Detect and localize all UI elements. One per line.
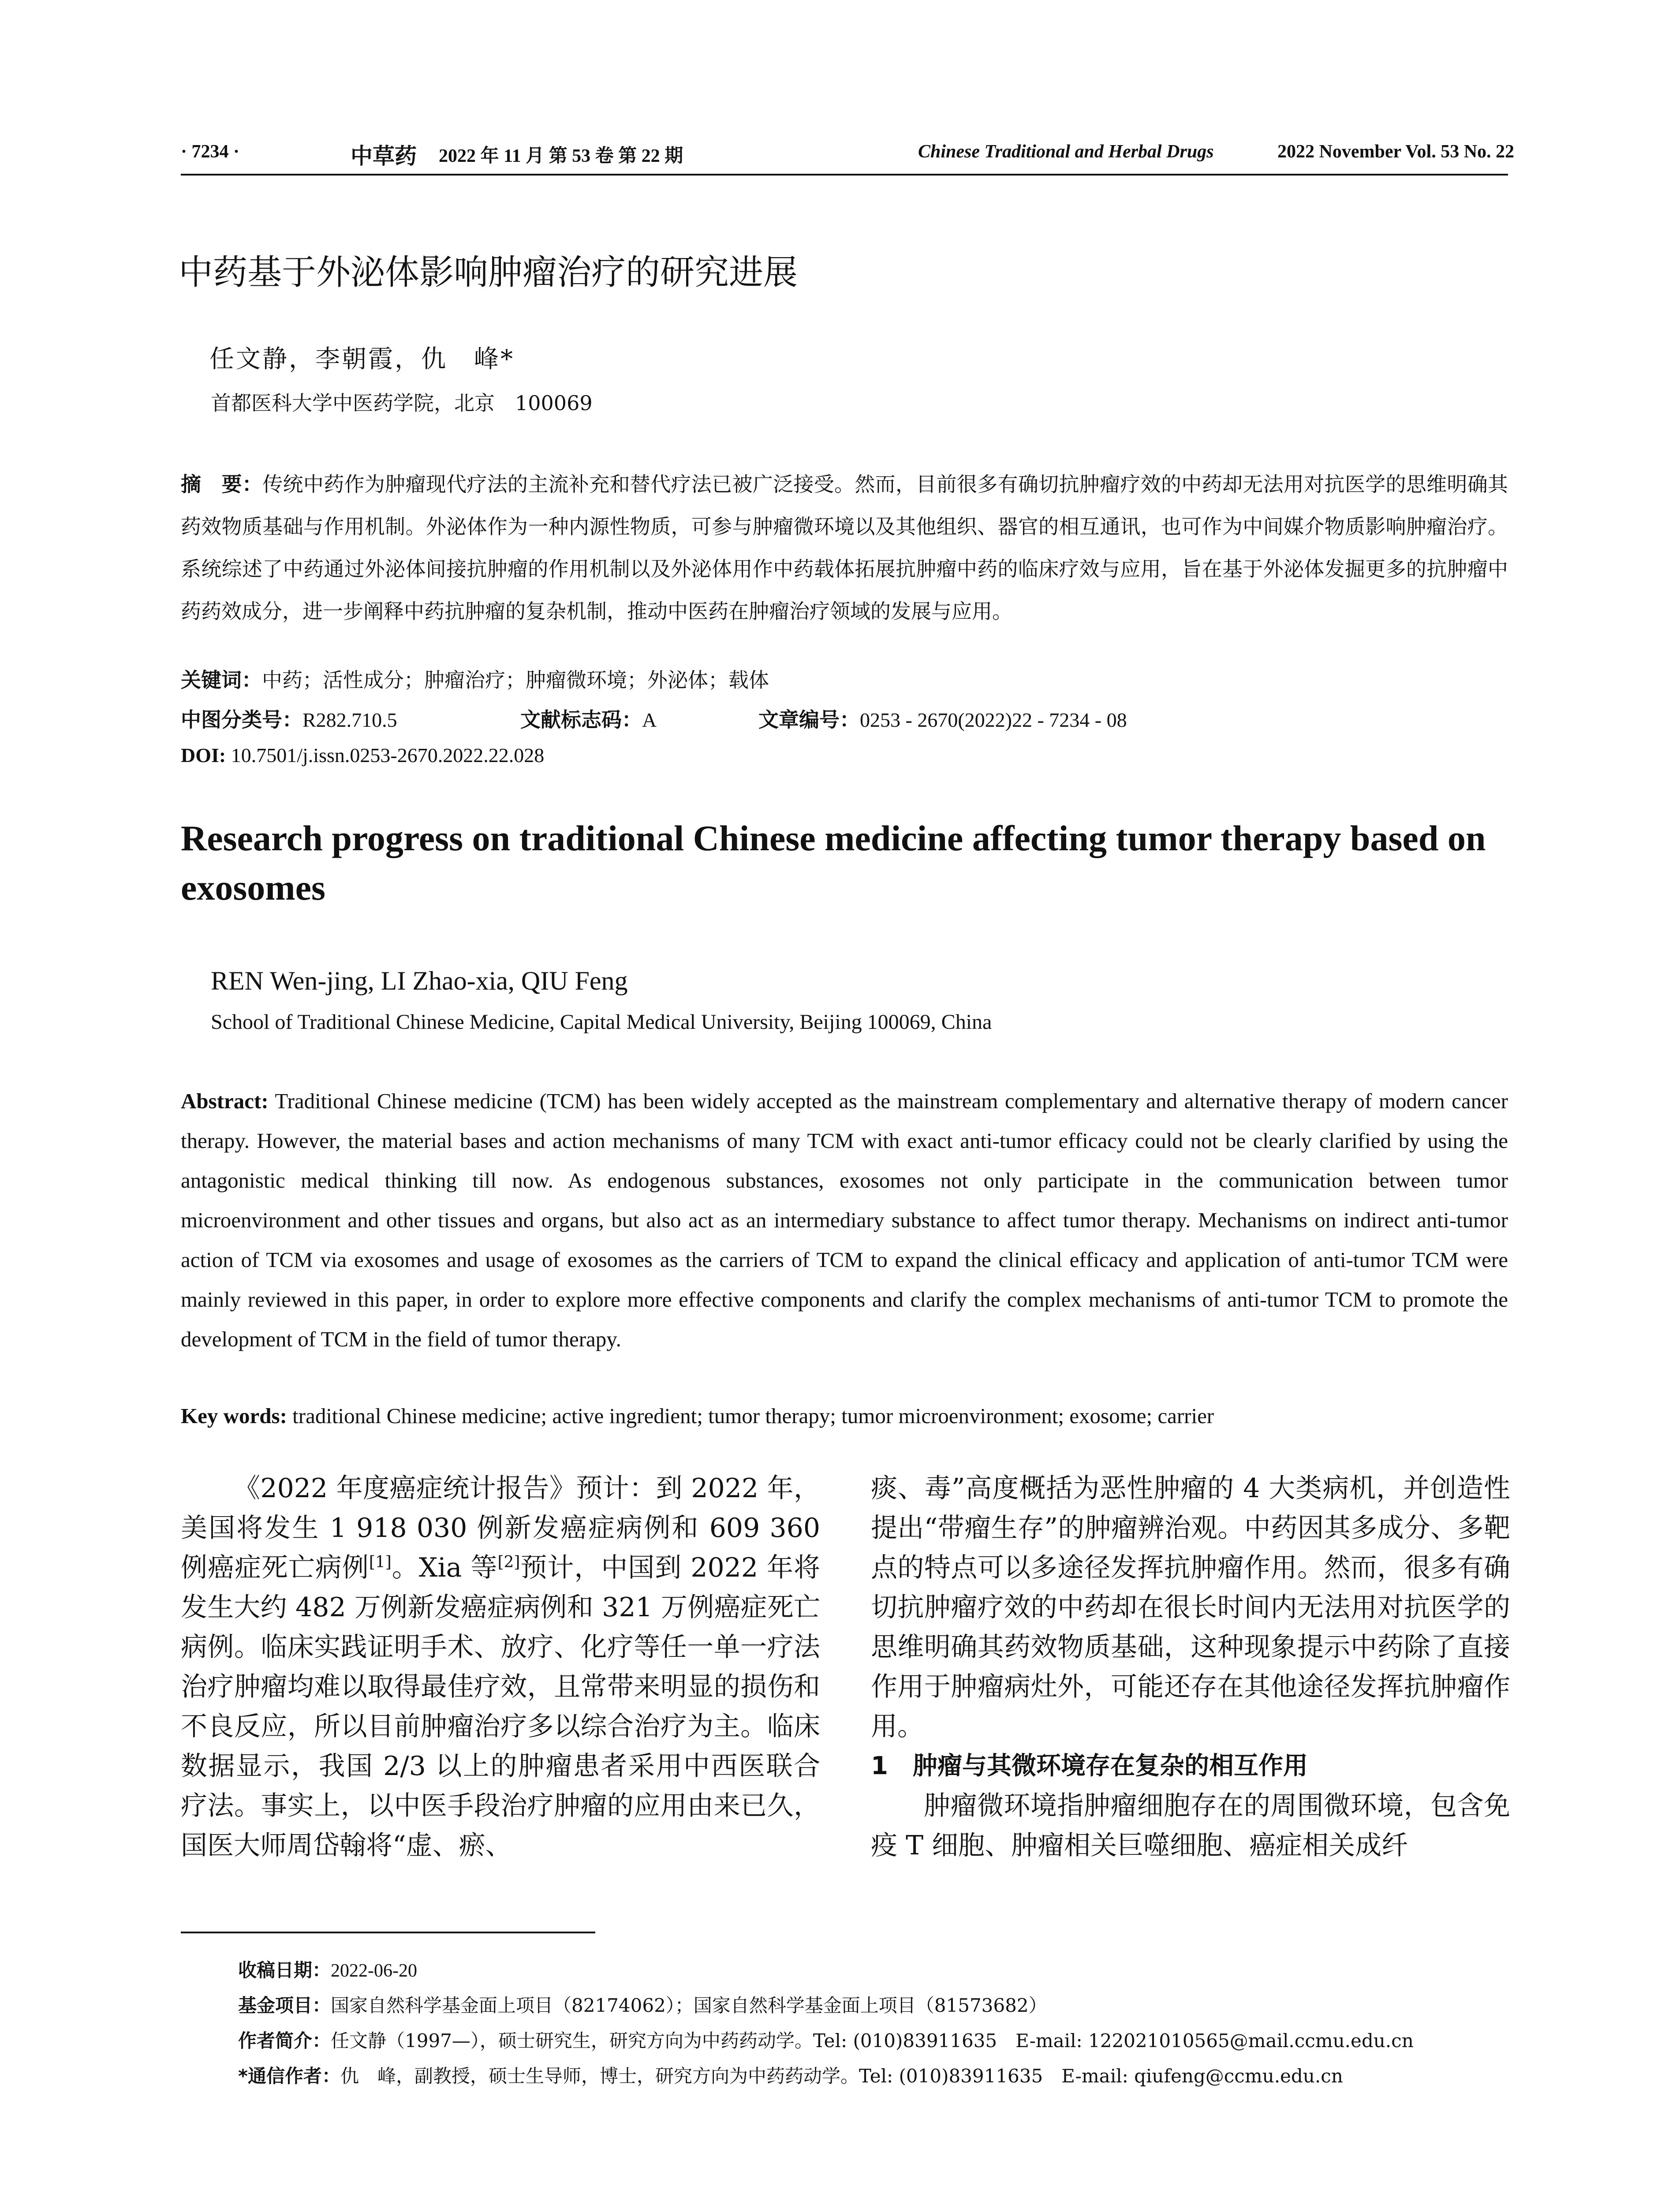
citation-ref[interactable]: [2] [497,1553,520,1571]
keywords-en-text: traditional Chinese medicine; active ingredient; tumor therapy; tumor microenvironment; exosome; carrier [292,1404,1214,1428]
footnote-received [238,1956,417,1982]
footnote-rule [181,1932,595,1933]
footnote-label: 收稿日期： [238,1959,331,1981]
footnote-label: 作者简介： [238,2030,331,2052]
footnote-label: 基金项目： [238,1995,331,2016]
abstract-en-label: Abstract: [181,1089,269,1113]
doc-code-value: A [642,709,657,731]
body-paragraph: 肿瘤微环境指肿瘤细胞存在的周围微环境，包含免疫 T 细胞、肿瘤相关巨噬细胞、癌症相关成纤 [871,1790,1510,1861]
issue-en: 2022 November Vol. 53 No. 22 [1277,142,1515,162]
abstract-cn-label: 摘 要： [181,472,263,496]
issue-cn: 2022 年 11 月 第 53 卷 第 22 期 [439,146,683,166]
affiliation-en: School of Traditional Chinese Medicine, Capital Medical University, Beijing 100069, China [211,1010,992,1034]
keywords-en-label: Key words: [181,1404,287,1428]
doc-code-label: 文献标志码： [520,708,642,732]
authors-cn: 任文静，李朝霞，仇 峰* [209,345,515,374]
footnote-author [238,2026,1414,2053]
keywords-cn [181,664,769,699]
keywords-cn-label: 关键词： [181,668,262,692]
abstract-cn [181,463,1508,632]
section-heading: 1 肿瘤与其微环境存在复杂的相互作用 [871,1752,1308,1780]
footnote-fund [238,1991,1047,2018]
footnote-text: 2022-06-20 [331,1961,417,1981]
article-title-en: Research progress on traditional Chinese medicine affecting tumor therapy based on exosomes [181,818,1486,908]
footnote-text: 任文静（1997—），硕士研究生，研究方向为中药药动学。Tel: (010)83911635 E-mail: 122021010565@mail.ccmu.edu.cn [331,2030,1414,2052]
doi-link[interactable]: 10.7501/j.issn.0253-2670.2022.22.028 [231,744,545,766]
article-title-cn: 中药基于外泌体影响肿瘤治疗的研究进展 [179,253,798,292]
body-column-right [871,1469,1510,1865]
affiliation-cn: 首都医科大学中医药学院，北京 100069 [211,391,593,415]
page-number: · 7234 · [181,142,240,162]
doi-line [181,744,544,779]
journal-name-en: Chinese Traditional and Herbal Drugs [918,142,1214,162]
keywords-en [181,1403,1508,1428]
citation-ref[interactable]: [1] [369,1553,392,1571]
footnote-text: 国家自然科学基金面上项目（82174062）；国家自然科学基金面上项目（81573682） [331,1995,1047,2016]
body-text: 预计，中国到 2022 年将发生大约 482 万例新发癌症病例和 321 万例癌症死亡病例。临床实践证明手术、放疗、化疗等任一单一疗法治疗肿瘤均难以取得最佳疗效，且常带来明显的损伤和不良反应，所以目前肿瘤治疗多以综合治疗为主。临床数据显示，我国 2/3 以上的肿瘤患者采用中西医联合疗法。事实上，以中医手段治疗肿瘤的应用由来已久，国医大师周岱翰将“虚、瘀、 [181,1552,821,1861]
journal-name-cn: 中草药 [351,143,417,169]
article-no-label: 文章编号： [758,708,860,732]
classification-line [181,704,1508,739]
body-paragraph [181,1469,820,1865]
body-text: 《2022 年度癌症统计报告》预计：到 2022 年，美国将发生 1 918 030 例新发癌症病例和 609 360 例癌症死亡病例 [181,1473,820,1583]
authors-en: REN Wen-jing, LI Zhao-xia, QIU Feng [211,966,628,995]
header-rule [181,174,1508,176]
article-no-value: 0253 - 2670(2022)22 - 7234 - 08 [860,709,1127,731]
abstract-en-text: Traditional Chinese medicine (TCM) has been widely accepted as the mainstream complementary and alternative therapy of modern cancer therapy. However, the material bases and action mechanisms of many TCM with exact anti-tumor efficacy could not be clearly clarified by using the antagonistic medical thinking till now. As endogenous substances, exosomes not only participate in the communication between tumor microenvironment and other tissues and organs, but also act as an intermediary substance to affect tumor therapy. Mechanisms on indirect anti-tumor action of TCM via exosomes and usage of exosomes as the carriers of TCM to expand the clinical efficacy and application of anti-tumor TCM were mainly reviewed in this paper, in order to explore more effective components and clarify the complex mechanisms of anti-tumor TCM to promote the development of TCM in the field of tumor therapy. [181,1089,1508,1351]
clc-label: 中图分类号： [181,708,302,732]
body-column-left [181,1469,820,1865]
clc-value: R282.710.5 [302,709,397,731]
body-text: 。Xia 等 [391,1552,498,1583]
footnote-corresponding [238,2062,1343,2088]
doi-label: DOI: [181,744,226,766]
footnote-label: *通信作者： [238,2065,340,2087]
running-header [181,141,1515,169]
abstract-cn-text: 传统中药作为肿瘤现代疗法的主流补充和替代疗法已被广泛接受。然而，目前很多有确切抗肿瘤疗效的中药却无法用对抗医学的思维明确其药效物质基础与作用机制。外泌体作为一种内源性物质，可参与肿瘤微环境以及其他组织、器官的相互通讯，也可作为中间媒介物质影响肿瘤治疗。系统综述了中药通过外泌体间接抗肿瘤的作用机制以及外泌体用作中药载体拓展抗肿瘤中药的临床疗效与应用，旨在基于外泌体发掘更多的抗肿瘤中药药效成分，进一步阐释中药抗肿瘤的复杂机制，推动中医药在肿瘤治疗领域的发展与应用。 [181,472,1508,623]
body-paragraph: 痰、毒”高度概括为恶性肿瘤的 4 大类病机，并创造性提出“带瘤生存”的肿瘤辨治观。中药因其多成分、多靶点的特点可以多途径发挥抗肿瘤作用。然而，很多有确切抗肿瘤疗效的中药却在很长时间内无法用对抗医学的思维明确其药效物质基础，这种现象提示中药除了直接作用于肿瘤病灶外，可能还存在其他途径发挥抗肿瘤作用。 [871,1473,1510,1742]
keywords-cn-text: 中药；活性成分；肿瘤治疗；肿瘤微环境；外泌体；载体 [262,668,769,692]
abstract-en [181,1081,1508,1359]
footnote-text: 仇 峰，副教授，硕士生导师，博士，研究方向为中药药动学。Tel: (010)83911635 E-mail: qiufeng@ccmu.edu.cn [340,2065,1343,2087]
